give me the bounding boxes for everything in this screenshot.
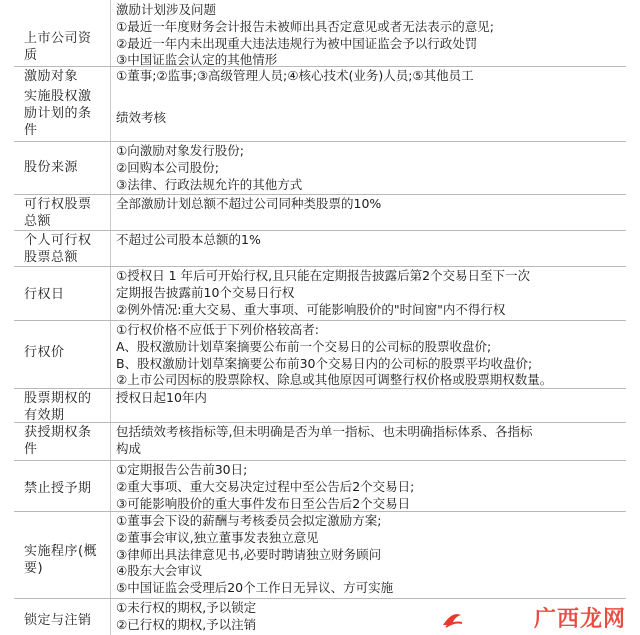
- content-line: 全部激励计划总额不超过公司同种类股票的10%: [116, 196, 382, 211]
- row-label-line: 实施股权激: [24, 89, 92, 104]
- row-label-line: 股票期权的: [24, 391, 92, 406]
- row-divider: [14, 320, 626, 321]
- row-content: [116, 462, 626, 512]
- row-content: [116, 110, 626, 127]
- content-line: ①最近一年度财务会计报告未被师出具否定意见或者无法表示的意见;: [116, 18, 494, 34]
- content-line: ①定期报告公告前30日;: [116, 462, 248, 477]
- content-line: ①未行权的期权,予以锁定: [116, 600, 257, 615]
- row-content: [116, 424, 626, 458]
- row-divider: [14, 194, 626, 195]
- row-label-line: 激励对象: [24, 69, 79, 84]
- row-label: [24, 232, 104, 266]
- row-label-line: 有效期: [24, 408, 65, 423]
- row-label-line: 可行权股票: [24, 197, 92, 212]
- row-content: [116, 196, 626, 213]
- content-line: 定期报告披露前10个交易日行权: [116, 284, 295, 300]
- content-line: 包括绩效考核指标等,但未明确是否为单一指标、也未明确指标体系、各指标: [116, 424, 533, 439]
- row-content: [116, 322, 626, 389]
- row-label: [24, 68, 104, 85]
- row-label: [24, 30, 104, 64]
- content-line: 授权日起10年内: [116, 390, 207, 405]
- row-label: [24, 159, 104, 176]
- content-line: ④股东大会审议: [116, 563, 203, 579]
- row-divider: [14, 266, 626, 267]
- content-line: ②重大事项、重大交易决定过程中至公告后2个交易日;: [116, 478, 415, 494]
- row-divider: [14, 388, 626, 389]
- content-line: ①董事会下设的薪酬与考核委员会拟定激励方案;: [116, 513, 382, 528]
- content-line: ③中国证监会认定的其他情形: [116, 52, 278, 68]
- content-line: ②上市公司因标的股票除权、除息或其他原因可调整行权价格或股票期权数量。: [116, 372, 553, 388]
- row-label-line: 股份来源: [24, 160, 79, 175]
- row-divider: [14, 66, 626, 67]
- content-line: 激励计划涉及问题: [116, 2, 217, 17]
- row-label: [24, 286, 104, 303]
- row-content: [116, 390, 626, 407]
- row-label-line: 个人可行权: [24, 233, 92, 248]
- row-label-line: 质: [24, 48, 38, 63]
- content-line: ①向激励对象发行股份;: [116, 143, 244, 158]
- content-line: ②已行权的期权,予以注销: [116, 616, 257, 632]
- content-line: ②董事会审议,独立董事发表独立意见: [116, 529, 319, 545]
- row-label: [24, 344, 104, 361]
- row-label: [24, 390, 104, 424]
- row-content: [116, 232, 626, 249]
- row-label: [24, 612, 104, 629]
- row-divider: [14, 141, 626, 142]
- column-divider: [110, 0, 111, 635]
- content-line: B、股权激励计划草案摘要公布前30个交易日内的公司标的股票平均收盘价;: [116, 355, 533, 371]
- row-label-line: 行权日: [24, 287, 65, 302]
- row-label-line: 上市公司资: [24, 31, 92, 46]
- content-line: ②回购本公司股份;: [116, 159, 219, 175]
- watermark-logo-icon: [440, 609, 464, 629]
- content-line: ⑤中国证监会受理后20个工作日无异议、方可实施: [116, 580, 394, 596]
- watermark-text: 广西龙网: [533, 607, 626, 632]
- row-label-line: 实施程序(概: [24, 544, 98, 559]
- content-line: ②例外情况:重大交易、重大事项、可能影响股价的"时间窗"内不得行权: [116, 301, 506, 317]
- content-line: ①行权价格不应低于下列价格较高者:: [116, 322, 319, 337]
- row-label-line: 股票总额: [24, 250, 79, 265]
- row-label-line: 禁止授予期: [24, 481, 92, 496]
- content-line: 绩效考核: [116, 110, 167, 125]
- row-label: [24, 424, 104, 458]
- content-line: ③法律、行政法规允许的其他方式: [116, 176, 303, 192]
- row-content: [116, 143, 626, 193]
- row-label: [24, 88, 104, 139]
- row-label-line: 总额: [24, 214, 52, 229]
- row-divider: [14, 598, 626, 599]
- row-divider: [14, 422, 626, 423]
- row-label-line: 件: [24, 442, 38, 457]
- row-content: [116, 2, 626, 69]
- row-label: [24, 196, 104, 230]
- content-line: 构成: [116, 440, 142, 456]
- content-line: ①董事;②监事;③高级管理人员;④核心技术(业务)人员;⑤其他员工: [116, 68, 474, 83]
- content-line: ①授权日 1 年后可开始行权,且只能在定期报告披露后第2个交易日至下一次: [116, 268, 531, 283]
- row-label: [24, 543, 104, 577]
- row-content: [116, 513, 626, 597]
- row-label-line: 行权价: [24, 345, 65, 360]
- content-line: ③律师出具法律意见书,必要时聘请独立财务顾问: [116, 546, 382, 562]
- row-label-line: 励计划的条: [24, 106, 92, 121]
- row-label-line: 获授期权条: [24, 425, 92, 440]
- row-content: [116, 68, 626, 85]
- content-line: ③可能影响股价的重大事件发布日至公告后2个交易日: [116, 495, 411, 511]
- row-label: [24, 480, 104, 497]
- row-label-line: 要): [24, 561, 44, 576]
- row-content: [116, 268, 626, 318]
- content-line: A、股权激励计划草案摘要公布前一个交易日的公司标的股票收盘价;: [116, 338, 492, 354]
- row-divider: [14, 230, 626, 231]
- row-divider: [14, 511, 626, 512]
- content-line: 不超过公司股本总额的1%: [116, 232, 261, 247]
- content-line: ②最近一年内未出现重大违法违规行为被中国证监会予以行政处罚: [116, 35, 478, 51]
- row-label-line: 锁定与注销: [24, 613, 92, 628]
- row-label-line: 件: [24, 123, 38, 138]
- row-divider: [14, 460, 626, 461]
